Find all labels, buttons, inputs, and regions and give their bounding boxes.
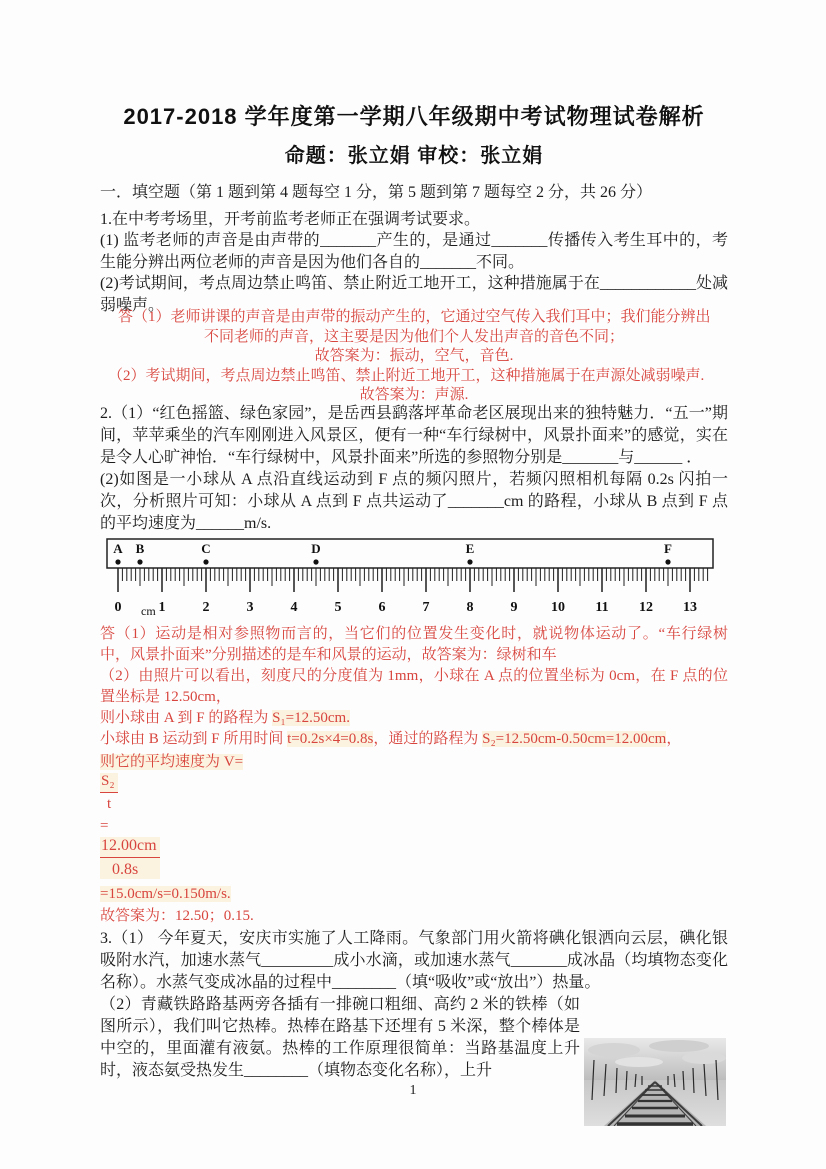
svg-text:11: 11 xyxy=(595,600,609,615)
q2-answer-equals: = xyxy=(100,818,109,834)
q1-stem: 1.在中考考场里，开考前监考老师正在强调考试要求。 xyxy=(100,211,481,228)
q2-answer-p2: （2）由照片可以看出，刻度尺的分度值为 1mm，小球在 A 点的位置坐标为 0cm，在 F 点的位置坐标是 12.50cm， xyxy=(100,668,728,705)
page-title: 2017-2018 学年度第一学期八年级期中考试物理试卷解析 xyxy=(123,104,705,129)
q2-answer-p1: 答（1）运动是相对参照物而言的，当它们的位置发生变化时，就说物体运动了。“车行绿树中，风景扑面来”分别描述的是车和风景的运动，故答案为：绿树和车 xyxy=(100,626,728,663)
q2-answer-p4-text3: ， xyxy=(666,731,682,747)
svg-text:3: 3 xyxy=(246,600,254,615)
svg-text:2: 2 xyxy=(202,600,210,615)
svg-text:C: C xyxy=(201,541,211,556)
svg-text:7: 7 xyxy=(422,600,430,615)
page-byline: 命题：张立娟 审校：张立娟 xyxy=(284,145,544,167)
svg-text:cm: cm xyxy=(141,604,156,618)
q2-answer-final: 故答案为：12.50；0.15. xyxy=(100,908,254,924)
svg-text:6: 6 xyxy=(378,600,386,615)
railway-photo xyxy=(584,1038,726,1126)
q3-part2: （2）青藏铁路路基两旁各插有一排碗口粗细、高约 2 米的铁棒（如图所示），我们叫它热棒。热棒在路基下还埋有 5 米深，整个棒体是中空的，里面灌有液氨。热棒的工作原理很简单：当路基温度上升时，液态氨受热发生________（填物态变化名称），上升 xyxy=(100,996,580,1079)
q1-answer-line2: 不同老师的声音，这主要是因为他们个人发出声音的音色不同； xyxy=(203,328,624,345)
q3-part1: 3.（1） 今年夏天，安庆市实施了人工降雨。气象部门用火箭将碘化银洒向云层，碘化银吸附水汽，加速水蒸气_________成小水滴，或加速水蒸气_______成冰晶（均填物态变化名称）。水蒸气变成冰晶的过程中________（填“吸收”或“放出”）热量。 xyxy=(100,930,728,991)
q1-answer-line5: 故答案为：声源. xyxy=(359,387,469,403)
svg-text:D: D xyxy=(311,541,321,556)
q1-part1: (1) 监考老师的声音是由声带的_______产生的，是通过_______传播传入考生耳中的，考生能分辨出两位老师的声音是因为他们各自的_______不同。 xyxy=(100,232,728,271)
q1-answer-line1: 答（1）老师讲课的声音是由声带的振动产生的，它通过空气传入我们耳中；我们能分辨出 xyxy=(118,309,711,325)
page-number: 1 xyxy=(409,1083,417,1098)
svg-text:9: 9 xyxy=(510,600,518,615)
fraction2-numerator: 12.00cm xyxy=(100,837,160,858)
svg-text:B: B xyxy=(135,541,145,556)
q2-answer-p4-text2: ，通过的路程为 xyxy=(373,731,483,747)
q1-answer-line3: 故答案为：振动，空气，音色. xyxy=(314,348,514,364)
q2-answer-fraction-s2-t xyxy=(100,773,728,813)
fraction1-numerator: S₂ xyxy=(100,773,118,793)
q2-answer-speed-lead: 则它的平均速度为 V= xyxy=(100,754,244,770)
q2-answer-p3-formula: S₁=12.50cm. xyxy=(272,710,350,726)
svg-text:8: 8 xyxy=(466,600,474,615)
svg-text:F: F xyxy=(664,541,672,556)
svg-text:4: 4 xyxy=(290,600,298,615)
q2-answer-p4 xyxy=(100,729,728,750)
svg-text:5: 5 xyxy=(334,600,342,615)
ruler-figure xyxy=(104,536,724,622)
q2-answer-p3-text: 则小球由 A 到 F 的路程为 xyxy=(100,710,273,726)
svg-text:0: 0 xyxy=(114,600,122,615)
q2-answer-p5 xyxy=(100,752,728,773)
q2-answer-p4-formula1: t=0.2s×4=0.8s xyxy=(287,731,374,747)
q1-part2: (2)考试期间，考点周边禁止鸣笛、禁止附近工地开工，这种措施属于在____________处减弱噪声。 xyxy=(100,275,728,314)
q2-answer-result-text: =15.0cm/s=0.150m/s. xyxy=(100,886,231,902)
svg-text:10: 10 xyxy=(551,600,565,615)
svg-text:A: A xyxy=(113,541,123,556)
svg-text:E: E xyxy=(465,541,475,556)
svg-text:13: 13 xyxy=(683,600,697,615)
ruler-diagram xyxy=(104,536,724,622)
q2-answer-p4-formula2: S₂=12.50cm-0.50cm=12.00cm xyxy=(482,731,667,747)
q2-part1: 2.（1）“红色摇篮、绿色家园”，是岳西县鹞落坪革命老区展现出来的独特魅力．“五一”期间，苹苹乘坐的汽车刚刚进入风景区，便有一种“车行绿树中，风景扑面来”的感觉，实在是令人心旷神怡．“车行绿树中，风景扑面来”所选的参照物分别是_______与______ ． xyxy=(100,405,728,466)
q2-answer-p3 xyxy=(100,708,728,729)
q2-answer-result xyxy=(100,884,728,905)
fraction2-denominator: 0.8s xyxy=(100,858,160,879)
q2-answer-fraction-values xyxy=(100,837,728,879)
q1-answer-line4: （2）考试期间，考点周边禁止鸣笛、禁止附近工地开工，这种措施属于在声源处减弱噪声. xyxy=(108,367,705,384)
fraction1-denominator: t xyxy=(107,796,112,812)
railway-photo-image xyxy=(584,1038,726,1126)
q1-answer xyxy=(100,308,728,406)
svg-text:12: 12 xyxy=(639,600,653,615)
q2-answer-p4-text1: 小球由 B 运动到 F 所用时间 xyxy=(100,731,288,747)
section-heading: 一．填空题（第 1 题到第 4 题每空 1 分，第 5 题到第 7 题每空 2 分，共 26 分） xyxy=(100,184,653,201)
svg-text:1: 1 xyxy=(158,600,166,615)
q2-part2: (2)如图是一小球从 A 点沿直线运动到 F 点的频闪照片，若频闪照相机每隔 0.2s 闪拍一次，分析照片可知：小球从 A 点到 F 点共运动了_______cm 的路程，小球从 B 点到 F 点的平均速度为______m/s. xyxy=(100,471,728,532)
